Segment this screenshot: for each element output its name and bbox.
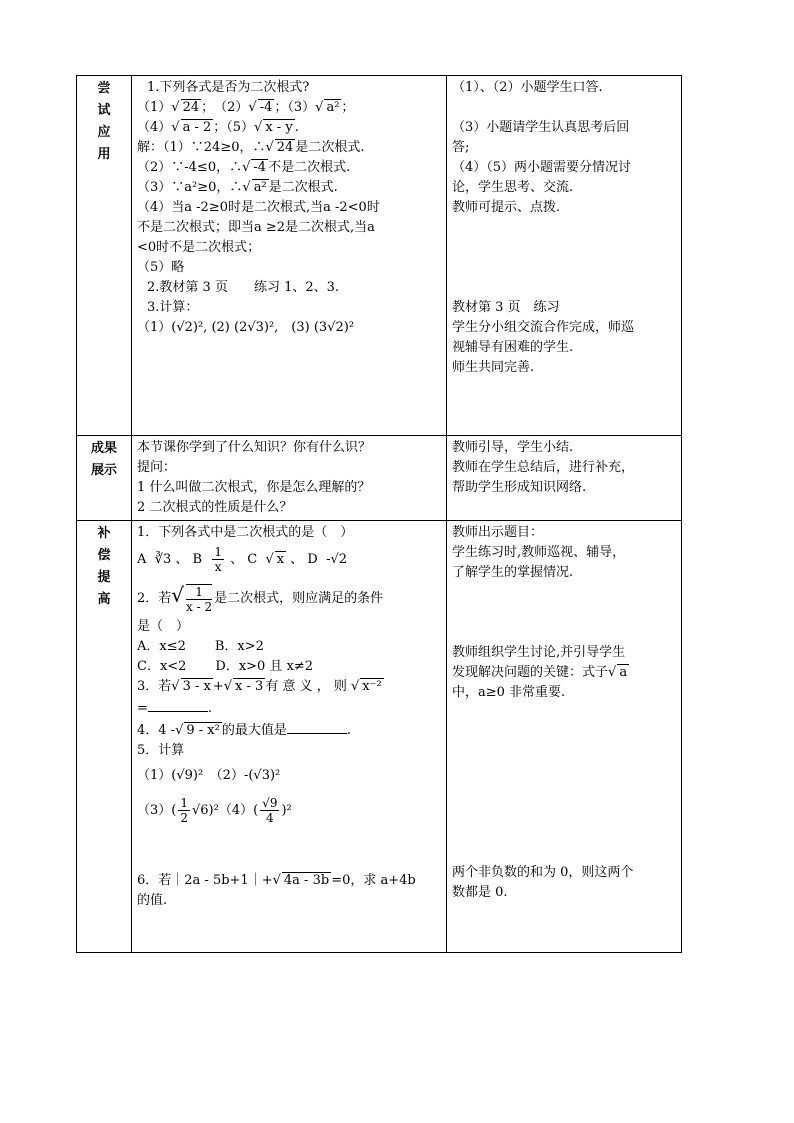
solution-3: （3）∵a²≥0，∴√ a² 是二次根式. — [137, 180, 338, 195]
label-char: 展示 — [90, 463, 117, 478]
item-index: ； （2） — [201, 100, 249, 115]
radicand: -4 — [259, 100, 273, 115]
supp-question-3: 3．若√ 3 - x +√ x - 3 有 意 义 ， 则 √ x⁻² — [137, 679, 382, 694]
option: A．x≤2 — [137, 639, 186, 654]
radicand: 3 - x — [182, 679, 211, 694]
option-letter: 、 B — [175, 552, 203, 567]
item-index: （1） — [137, 100, 172, 115]
fraction — [212, 545, 224, 574]
section-notes-results — [447, 436, 682, 521]
option-letter: 、 C — [230, 552, 258, 567]
supp-question-6-line-2: 的值. — [137, 893, 168, 908]
question-1-items-a: （1）√ 24 ； （2）√ -4 ；（3）√ a² ； — [137, 100, 355, 115]
question-3-items: （1）(√2)², (2) (2√3)², (3) (3√2)² — [137, 320, 355, 335]
section-notes-try-apply — [447, 76, 682, 436]
section-label-try-apply — [77, 76, 132, 436]
question-1-title: 1.下列各式是否为二次根式? — [147, 80, 310, 95]
section-content-supplement — [132, 521, 447, 953]
text: √6)²（4）( — [191, 803, 259, 818]
numerator: 1 — [186, 585, 212, 600]
solution-4-line-2: 不是二次根式；即当a ≥2是二次根式,当a — [137, 220, 375, 235]
radicand: x - y — [265, 120, 293, 135]
results-note-1: 教师引导，学生小结. — [452, 440, 574, 455]
note-3-line-1: （4）（5）两小题需要分情况讨 — [452, 160, 632, 175]
label-char: 提 — [97, 570, 111, 585]
radicand: 9 - x² — [186, 723, 220, 738]
text: 发现解决问题的关键：式子 — [452, 665, 609, 680]
supp-note-8: 数都是 0. — [452, 885, 508, 900]
section-label-supplement — [77, 521, 132, 953]
answer-blank[interactable] — [287, 719, 347, 734]
supp-note-6: 中，a≥0 非常重要. — [452, 685, 566, 700]
solution-2: （2）∵-4≤0，∴√ -4 不是二次根式. — [137, 160, 351, 175]
item-index: （4） — [137, 120, 172, 135]
label-char: 用 — [97, 147, 111, 162]
supp-note-2: 学生练习时,教师巡视、辅导， — [452, 545, 626, 560]
radicand: x — [276, 552, 285, 567]
results-line-1: 本节课你学到了什么知识？你有什么识？ — [137, 440, 372, 455]
note-5: 教材第 3 页 练习 — [452, 300, 560, 315]
denominator: 4 — [265, 811, 274, 825]
punct: ； — [341, 100, 355, 115]
radicand: a² — [326, 100, 340, 115]
note-6-line-2: 视辅导有困难的学生. — [452, 340, 574, 355]
label-char: 试 — [97, 103, 111, 118]
note-4: 教师可提示、点拨. — [452, 200, 561, 215]
results-line-2: 提问： — [137, 460, 177, 475]
text: （3）∵a²≥0，∴ — [137, 180, 243, 195]
lesson-plan-table — [76, 75, 682, 953]
section-content-results — [132, 436, 447, 521]
question-1-items-b: （4）√ a - 2 ；（5）√ x - y . — [137, 120, 299, 135]
item-index: ；（3） — [274, 100, 316, 115]
item-index: ；（5） — [213, 120, 255, 135]
label-char: 高 — [97, 592, 111, 607]
section-content-try-apply — [132, 76, 447, 436]
supp-question-2-options-ab — [137, 637, 441, 657]
results-note-2: 教师在学生总结后，进行补充， — [452, 460, 635, 475]
note-2-line-1: （3）小题请学生认真思考后回 — [452, 120, 630, 135]
radicand: a — [619, 665, 628, 680]
note-2-line-2: 答; — [452, 140, 470, 155]
section-results — [77, 436, 682, 521]
question-2: 2.教材第 3 页 练习 1、2、3. — [147, 280, 340, 295]
numerator: √9 — [262, 796, 278, 810]
section-label-results — [77, 436, 132, 521]
supp-question-1: 1．下列各式中是二次根式的是（ ） — [137, 525, 354, 540]
section-try-apply — [77, 76, 682, 436]
numerator: 1 — [214, 545, 222, 559]
fraction — [186, 584, 212, 614]
note-1: （1）、（2）小题学生口答. — [452, 80, 603, 95]
numerator: 1 — [180, 796, 188, 810]
supp-question-4: 4．4 -√ 9 - x² 的最大值是 . — [137, 719, 441, 741]
supp-note-7: 两个非负数的和为 0，则这两个 — [452, 865, 634, 880]
solution-4-line-1: （4）当a -2≥0时是二次根式,当a -2<0时 — [137, 200, 380, 215]
text: 6．若｜2a - 5b+1｜+ — [137, 873, 273, 888]
radicand: x⁻² — [362, 679, 382, 694]
supp-question-6: 6．若｜2a - 5b+1｜+√ 4a - 3b =0，求 a+4b — [137, 873, 416, 888]
radicand: 24 — [182, 100, 200, 115]
text: 有 意 义 ， 则 — [265, 679, 347, 694]
punct: . — [207, 701, 213, 716]
results-note-3: 帮助学生形成知识网络. — [452, 480, 587, 495]
label-char: 应 — [97, 125, 111, 140]
note-7: 师生共同完善. — [452, 360, 535, 375]
option-value: -√2 — [326, 552, 348, 567]
section-supplement — [77, 521, 682, 953]
text: （2）∵-4≤0，∴ — [137, 160, 243, 175]
punct: . — [346, 723, 352, 738]
text: 4．4 - — [137, 723, 176, 738]
solution-5: （5）略 — [137, 260, 185, 275]
label-char: 补 — [97, 526, 111, 541]
note-6-line-1: 学生分小组交流合作完成，师巡 — [452, 320, 635, 335]
text: 是二次根式. — [295, 140, 365, 155]
section-notes-supplement — [447, 521, 682, 953]
operator: + — [212, 679, 224, 694]
results-line-3: 1 什么叫做二次根式，你是怎么理解的？ — [137, 480, 371, 495]
label-char: 偿 — [97, 548, 111, 563]
option-letter: 、 D — [290, 552, 318, 567]
radicand: 4a - 3b — [283, 873, 330, 888]
text: 解：（1）∵24≥0，∴ — [137, 140, 266, 155]
answer-blank[interactable] — [148, 697, 208, 712]
radicand: a² — [253, 180, 267, 195]
option: B．x>2 — [214, 639, 264, 654]
supp-question-3-answer — [137, 697, 441, 719]
label-char: 尝 — [97, 81, 111, 96]
option: D．x>0 且 x≠2 — [215, 659, 314, 674]
supp-question-2-options-cd — [137, 657, 441, 677]
results-line-4: 2 二次根式的性质是什么？ — [137, 500, 293, 515]
radicand: a - 2 — [182, 120, 212, 135]
supp-note-5: 发现解决问题的关键：式子√ a — [452, 665, 628, 680]
denominator: x — [214, 560, 222, 574]
text: 是二次根式，则应满足的条件 — [214, 591, 384, 606]
text: （3）( — [137, 803, 177, 818]
supp-question-2: 2．若√ $\frac{1}{x - 2}$ 是二次根式，则应满足的条件 — [137, 583, 384, 614]
question-3: 3.计算： — [147, 300, 199, 315]
denominator: x - 2 — [186, 599, 213, 614]
supp-question-1-options: A ∛3 、 B $\frac{1}{x}$ 、 C √ x 、 D -√2 — [137, 545, 348, 574]
denominator: 2 — [180, 811, 188, 825]
label-char: 成果 — [90, 441, 117, 456]
text: =0，求 a+4b — [331, 873, 416, 888]
supp-question-5-line-2 — [137, 791, 441, 831]
text: 不是二次根式. — [268, 160, 351, 175]
supp-note-4: 教师组织学生讨论,并引导学生 — [452, 645, 626, 660]
text: 是二次根式. — [268, 180, 338, 195]
radicand: x - 3 — [235, 679, 264, 694]
option-value: ∛3 — [154, 552, 172, 567]
supp-question-5: 5．计算 — [137, 743, 185, 758]
text: 的最大值是 — [221, 723, 287, 738]
option-letter: A — [137, 552, 147, 567]
supp-note-3: 了解学生的掌握情况. — [452, 565, 574, 580]
fraction — [178, 796, 190, 825]
radicand: 24 — [276, 140, 294, 155]
punct: . — [294, 120, 299, 135]
supp-question-5-line-1: （1）(√9)² （2）-(√3)² — [137, 768, 281, 783]
option: C．x<2 — [137, 659, 187, 674]
text: 3．若 — [137, 679, 172, 694]
supp-note-1: 教师出示题目： — [452, 525, 544, 540]
fraction — [260, 796, 279, 825]
solution-4-line-3: <0时不是二次根式； — [137, 240, 261, 255]
radicand: -4 — [253, 160, 267, 175]
text: 2．若 — [137, 591, 172, 606]
text: )² — [281, 803, 292, 818]
solution-1: 解：（1）∵24≥0，∴√ 24 是二次根式. — [137, 140, 365, 155]
note-3-line-2: 论，学生思考、交流. — [452, 180, 574, 195]
supp-question-2-line-2: 是（ ） — [137, 619, 190, 634]
operator: = — [137, 701, 148, 716]
